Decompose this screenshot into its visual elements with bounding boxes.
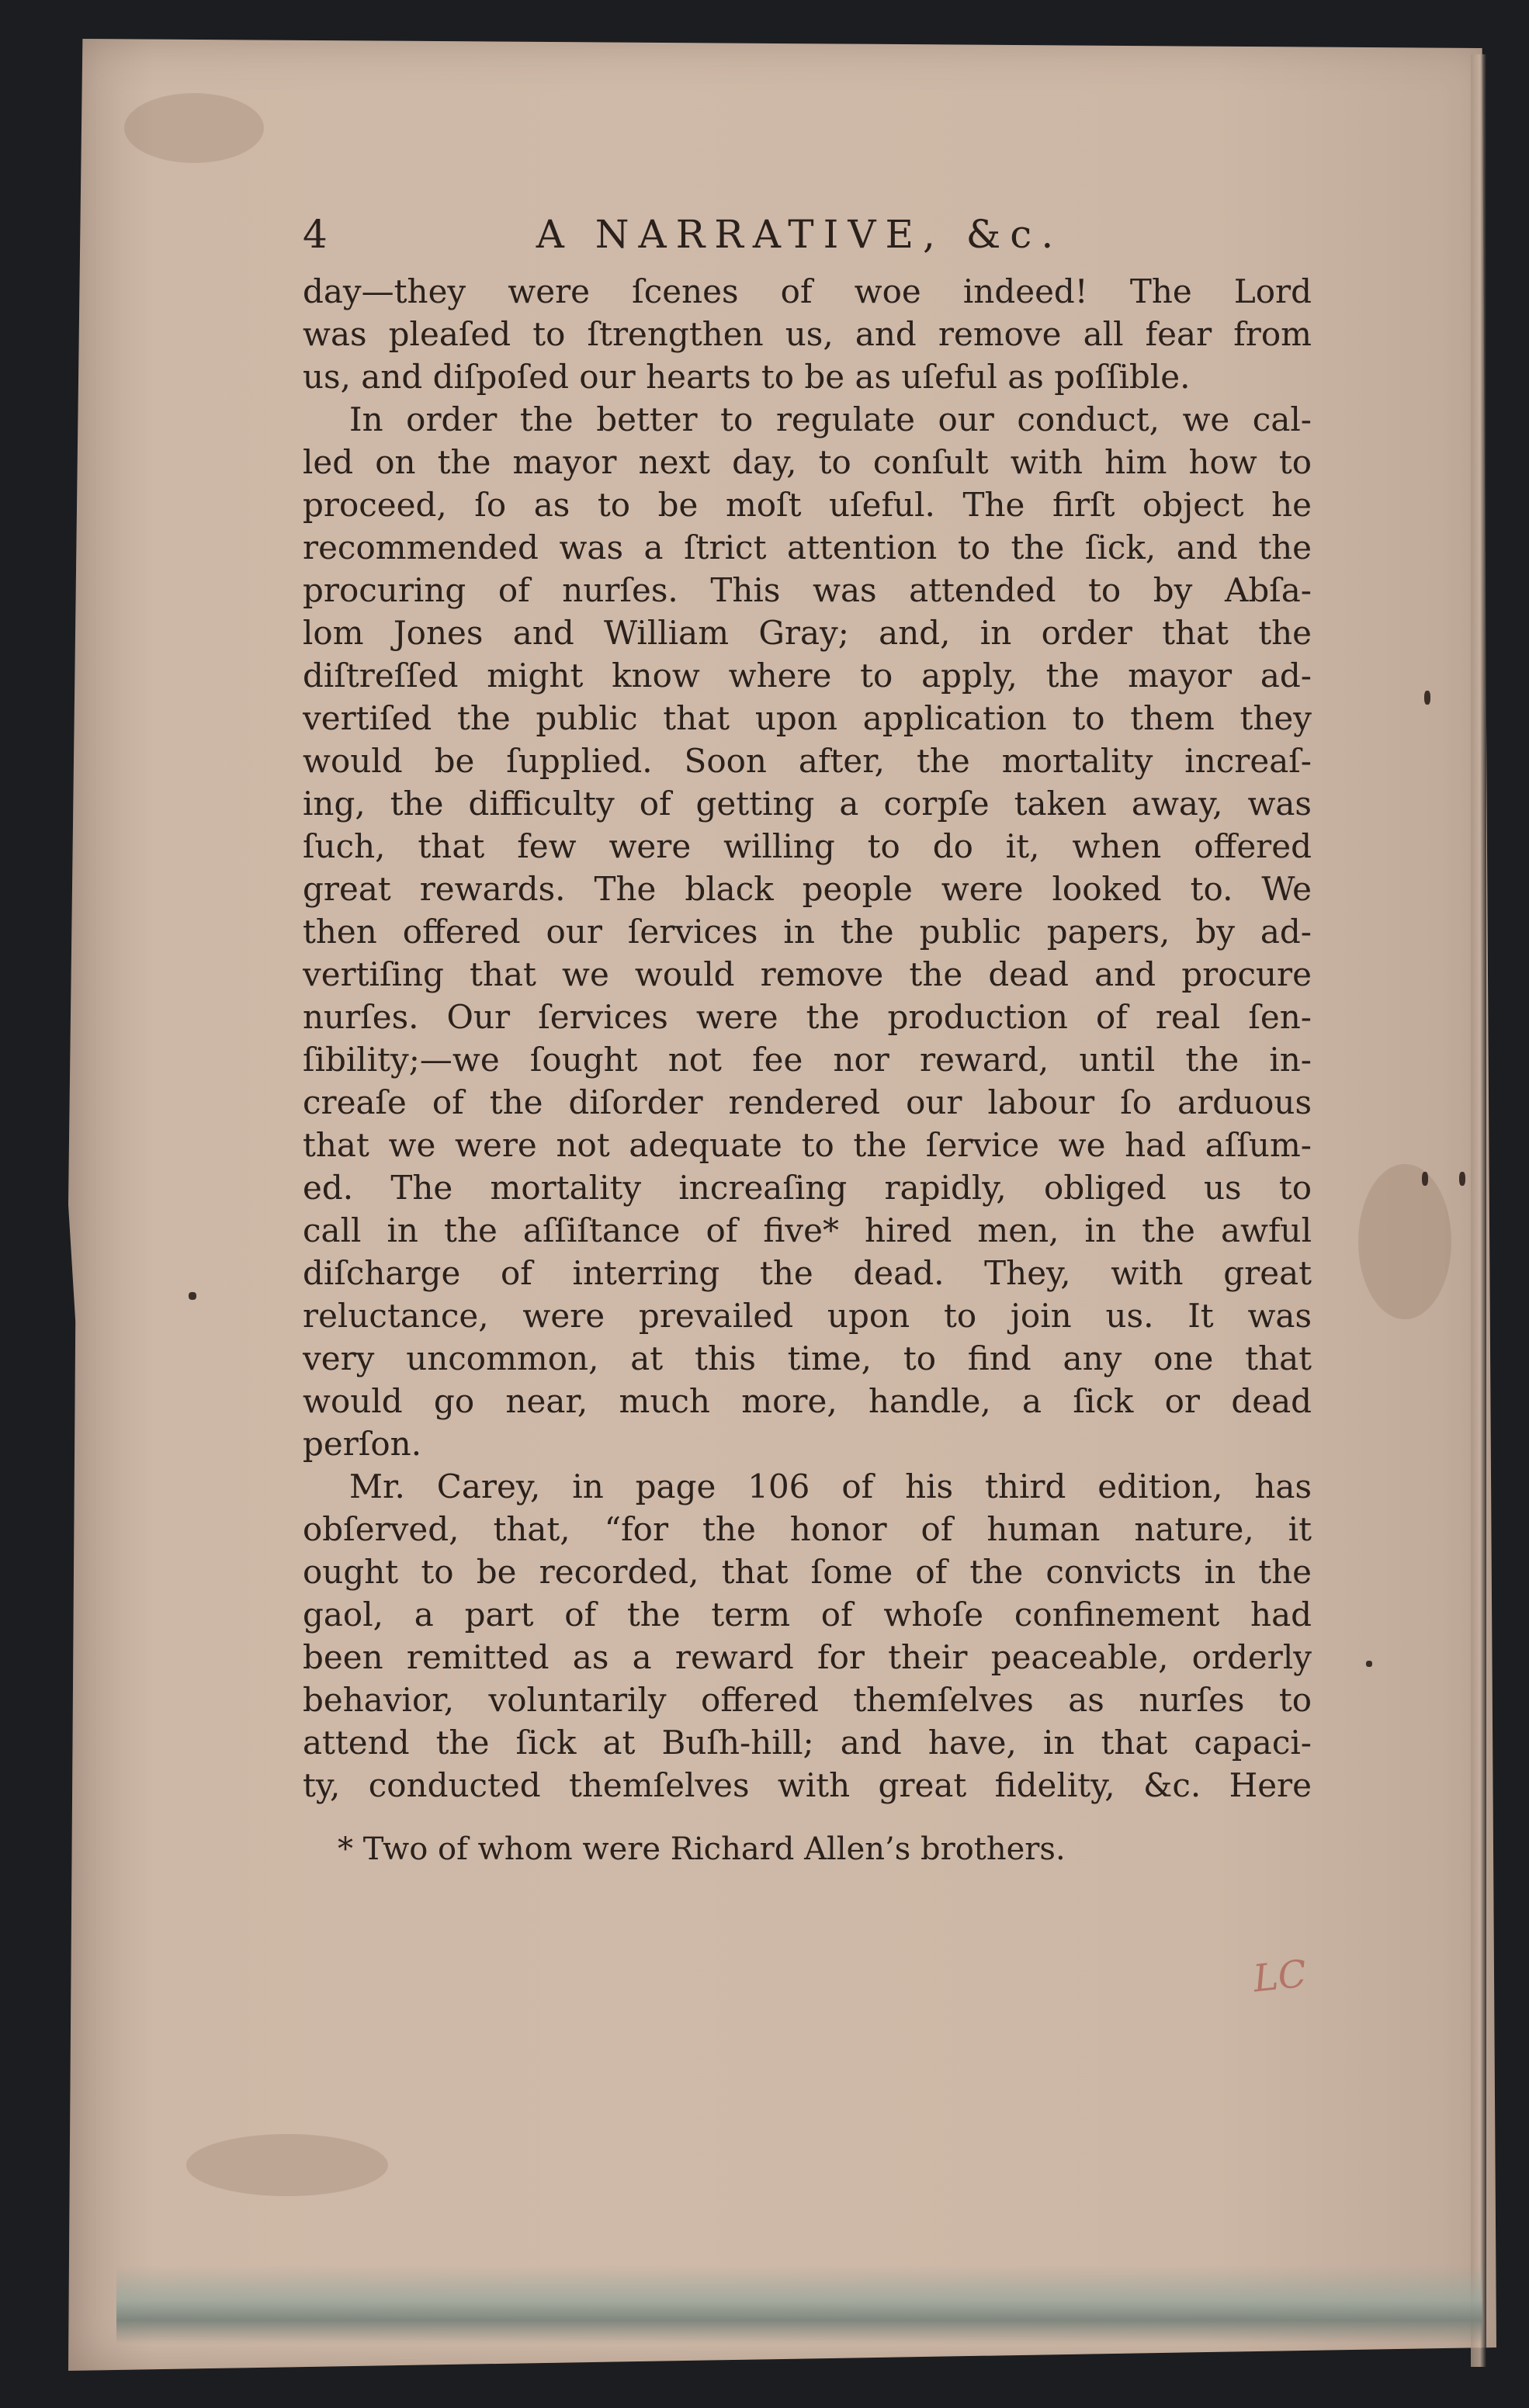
library-stamp: LC — [1250, 1952, 1309, 2001]
text-line: proceed, ſo as to be moſt uſeful. The firſt object he — [303, 486, 1312, 524]
page-header — [303, 213, 1312, 256]
page-number: 4 — [303, 212, 328, 257]
running-head: A NARRATIVE, &c. — [536, 212, 1063, 257]
text-line: ought to be recorded, that ſome of the convicts in the — [303, 1553, 1312, 1591]
footnote: * Two of whom were Richard Allen’s brothers. — [338, 1831, 1066, 1867]
ink-speck — [189, 1292, 196, 1300]
text-line: ed. The mortality increaſing rapidly, obliged us to — [303, 1169, 1312, 1207]
text-line: gaol, a part of the term of whoſe confinement had — [303, 1596, 1312, 1634]
paper-stain — [186, 2134, 388, 2196]
text-line: reluctance, were prevailed upon to join us. It was — [303, 1297, 1312, 1335]
text-line: diſcharge of interring the dead. They, with great — [303, 1254, 1312, 1292]
text-line: ſuch, that few were willing to do it, when offered — [303, 827, 1312, 865]
text-line: Mr. Carey, in page 106 of his third edition, has — [349, 1467, 1312, 1505]
text-line: would be ſupplied. Soon after, the mortality increaſ- — [303, 742, 1312, 780]
text-line: us, and diſpoſed our hearts to be as uſeful as poſſible. — [303, 358, 1191, 396]
text-line: vertiſing that we would remove the dead and procure — [303, 955, 1312, 993]
text-line: procuring of nurſes. This was attended to by Abſa- — [303, 571, 1312, 609]
text-line: ty, conducted themſelves with great fidelity, &c. Here — [303, 1766, 1312, 1804]
text-line: would go near, much more, handle, a ſick or dead — [303, 1382, 1312, 1420]
text-line: been remitted as a reward for their peaceable, orderly — [303, 1638, 1312, 1676]
paper-stain — [124, 93, 264, 163]
ink-speck — [1424, 691, 1430, 705]
text-line: then offered our ſervices in the public papers, by ad- — [303, 913, 1312, 951]
text-line: ing, the difficulty of getting a corpſe taken away, was — [303, 785, 1312, 823]
text-line: In order the better to regulate our conduct, we cal- — [349, 400, 1312, 438]
text-line: creaſe of the diſorder rendered our labour ſo arduous — [303, 1083, 1312, 1121]
text-line: perſon. — [303, 1425, 422, 1463]
text-line: behavior, voluntarily offered themſelves as nurſes to — [303, 1681, 1312, 1719]
text-line: obſerved, that, “for the honor of human nature, it — [303, 1510, 1312, 1548]
text-line: day—they were ſcenes of woe indeed! The Lord — [303, 272, 1312, 310]
text-line: ſibility;—we ſought not fee nor reward, until the in- — [303, 1041, 1312, 1079]
text-line: nurſes. Our ſervices were the production of real ſen- — [303, 998, 1312, 1036]
page-text — [303, 213, 1312, 1871]
text-line: led on the mayor next day, to conſult with him how to — [303, 443, 1312, 481]
text-line: attend the ſick at Buſh-hill; and have, in that capaci- — [303, 1724, 1312, 1762]
text-line: great rewards. The black people were looked to. We — [303, 870, 1312, 908]
ink-speck — [1459, 1172, 1465, 1186]
paper-stain — [1358, 1164, 1451, 1319]
text-line: call in the aſſiſtance of five* hired men, in the awful — [303, 1211, 1312, 1249]
text-line: that we were not adequate to the ſervice we had aſſum- — [303, 1126, 1312, 1164]
text-line: lom Jones and William Gray; and, in order that the — [303, 614, 1312, 652]
ink-speck — [1366, 1661, 1372, 1667]
page-bottom-edge — [116, 2266, 1482, 2344]
page-edge — [1471, 54, 1486, 2367]
text-line: recommended was a ſtrict attention to the ſick, and the — [303, 528, 1312, 566]
text-line: very uncommon, at this time, to find any one that — [303, 1339, 1312, 1377]
text-line: was pleaſed to ſtrengthen us, and remove all fear from — [303, 315, 1312, 353]
text-line: diſtreſſed might know where to apply, the mayor ad- — [303, 657, 1312, 695]
ink-speck — [1422, 1172, 1428, 1186]
text-line: vertiſed the public that upon application to them they — [303, 699, 1312, 737]
